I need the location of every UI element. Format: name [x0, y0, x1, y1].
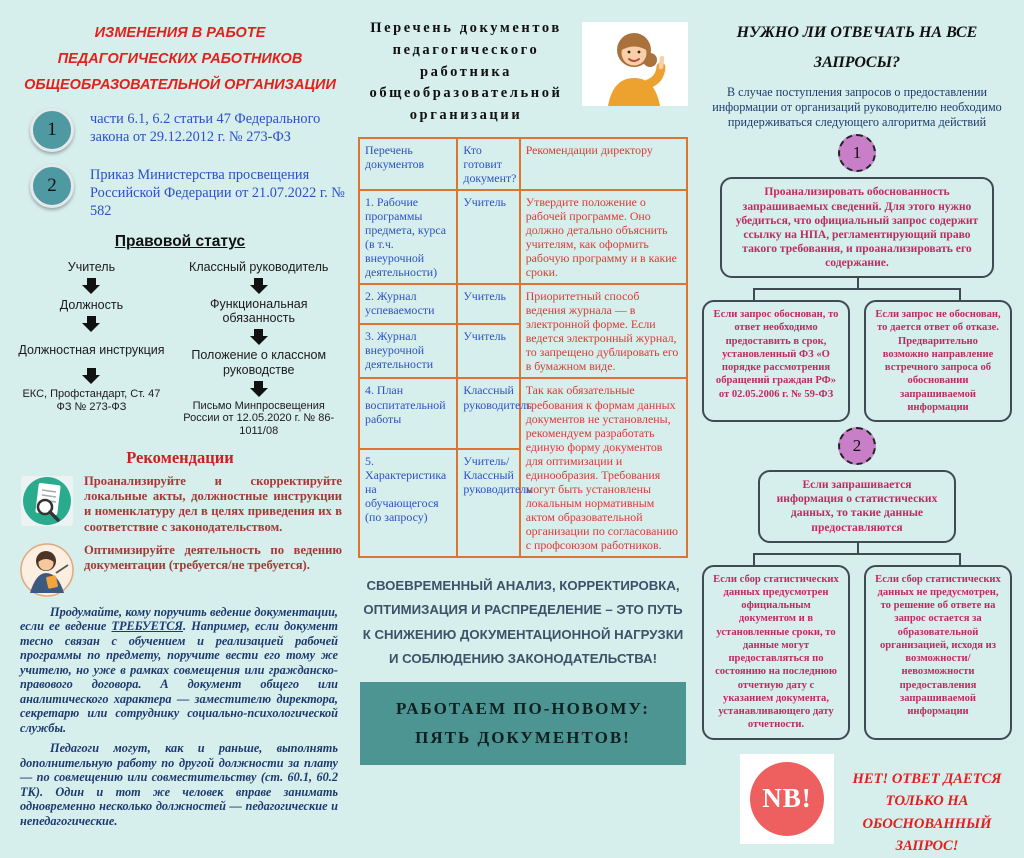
documents-list-title: Перечень документов педагогического работника общеобразовательной организации — [369, 20, 563, 123]
left-title — [18, 20, 342, 98]
cell-who: Учитель — [457, 324, 519, 378]
arrow-down-icon — [173, 278, 344, 294]
cell-who: Учитель — [457, 284, 519, 324]
step-1-branches — [700, 300, 1014, 422]
step-2-badge: 2 — [838, 427, 876, 465]
law-item-2-text: Приказ Министерства просвещения Российской Федерации от 21.07.2022 г. № 582 — [90, 167, 345, 219]
left-title-line1: ИЗМЕНЕНИЯ В РАБОТЕ — [94, 25, 266, 41]
legal-status-flowchart — [14, 259, 346, 438]
advice-paragraph-2: Педагоги могут, как и раньше, выполнять дополнительную работу по другой должности за плату — по совмещению или совместительству (ст. 60.1, 60.2 ТК). Один и тот же человек вправе занимать одновременно несколько должностей — педагогические и непедагогические. — [20, 741, 338, 828]
law-item-2 — [30, 164, 346, 221]
right-column — [700, 12, 1014, 855]
step-1-branch-left: Если запрос обоснован, то ответ необходимо предоставить в срок, установленный ФЗ «О порядке рассмотрения обращений граждан РФ» от 02.05.2006 г. № 59-ФЗ — [702, 300, 850, 422]
arrow-down-icon — [16, 368, 167, 384]
step-1-badge: 1 — [838, 134, 876, 172]
number-2-badge: 2 — [30, 164, 74, 208]
left-title-line2: ПЕДАГОГИЧЕСКИХ РАБОТНИКОВ — [57, 51, 303, 68]
arrow-down-icon — [173, 329, 344, 345]
flow-teacher-column — [16, 259, 167, 438]
branch-connector — [700, 278, 1014, 300]
nb-section — [706, 754, 1008, 858]
recommendation-item-1 — [20, 474, 342, 535]
flow-node: Учитель — [67, 259, 116, 274]
cell-doc: 2. Журнал успеваемости — [359, 284, 457, 324]
cell-who: Учитель/ Классный руководитель — [457, 449, 519, 557]
arrow-down-icon — [16, 316, 167, 332]
law-item-1-text: части 6.1, 6.2 статьи 47 Федерального закона от 29.12.2012 г. № 273-ФЗ — [90, 111, 321, 146]
header-recommendations: Рекомендации директору — [520, 138, 687, 190]
number-1-badge: 1 — [30, 108, 74, 152]
step-1-branch-right: Если запрос не обоснован, то дается ответ об отказе. Предварительно возможно направление встречного запроса об обосновании запрашиваемой информации — [864, 300, 1012, 422]
recommendations-heading: Рекомендации — [126, 447, 234, 467]
flow-class-leader-column — [173, 259, 344, 438]
middle-column — [358, 12, 688, 748]
table-header-row — [359, 138, 687, 190]
analysis-slogan: СВОЕВРЕМЕННЫЙ АНАЛИЗ, КОРРЕКТИРОВКА, ОПТИМИЗАЦИЯ И РАСПРЕДЕЛЕНИЕ – ЭТО ПУТЬ К СНИЖЕНИЮ ДОКУМЕНТАЦИОННОЙ НАГРУЗКИ И СОБЛЮДЕНИЮ ЗАКОНОДАТЕЛЬСТВА! — [362, 578, 684, 667]
table-row — [359, 284, 687, 324]
cell-doc: 4. План воспитательной работы — [359, 378, 457, 448]
step-1-box: Проанализировать обоснованность запрашиваемых сведений. Для этого нужно убедиться, что официальный запрос содержит ссылку на НПА, регламентирующий право такого требования, и проанализировать его содержание. — [720, 177, 994, 278]
recommendation-item-1-text: Проанализируйте и скорректируйте локальные акты, должностные инструкции и номенклатуру дел в целях приведения их в соответствие с законодательством. — [84, 473, 342, 534]
underlined-word: ТРЕБУЕТСЯ — [111, 619, 183, 634]
left-title-line3: ОБЩЕОБРАЗОВАТЕЛЬНОЙ ОРГАНИЗАЦИИ — [24, 77, 336, 94]
left-column — [14, 12, 346, 828]
five-documents-banner: РАБОТАЕМ ПО-НОВОМУ: ПЯТЬ ДОКУМЕНТОВ! — [360, 682, 686, 766]
cell-doc: 5. Характеристика на обучающегося (по запросу) — [359, 449, 457, 557]
header-who: Кто готовит документ? — [457, 138, 519, 190]
step-2-branch-right: Если сбор статистических данных не предусмотрен, то решение об ответе на запрос остается за образовательной организацией, исходя из возможности/невозможности предоставления запрашиваемой информации — [864, 565, 1012, 740]
header-documents: Перечень документов — [359, 138, 457, 190]
arrow-down-icon — [16, 278, 167, 294]
paragraph-text: Продумайте, кому поручить ведение документации, если ее ведение — [20, 604, 338, 634]
cell-rec: Приоритетный способ ведения журнала — в электронной форме. Если ведется электронный журнал, то запрещено дублировать его в бумажном виде. — [520, 284, 687, 378]
legal-status-heading: Правовой статус — [114, 232, 246, 250]
flow-node: Классный руководитель — [189, 259, 329, 274]
arrow-down-icon — [173, 381, 344, 397]
step-2-branch-left: Если сбор статистических данных предусмотрен официальным документом и в установленные сроки, то данные могут предоставляться по состоянию на последнюю отчетную дату с указанием документа, устанавливающего дату отчетности. — [702, 565, 850, 740]
flow-node: Должностная инструкция — [18, 342, 165, 357]
flow-note: ЕКС, Профстандарт, Ст. 47 ФЗ № 273-ФЗ — [22, 388, 161, 413]
requests-title: НУЖНО ЛИ ОТВЕЧАТЬ НА ВСЕ ЗАПРОСЫ? — [736, 24, 978, 72]
documents-table — [358, 137, 688, 558]
flow-node: Функциональная обязанность — [209, 296, 308, 326]
cell-rec: Так как обязательные требования к формам данных документов не установлены, рекомендуем разработать единую форму документов для оптимизации и единообразия. Требования могут быть установлены локальным нормативным актом образовательной организации по согласованию с профсоюзом работников. — [520, 378, 687, 557]
recommendation-item-2-text: Оптимизируйте деятельность по ведению документации (требуется/не требуется). — [84, 542, 342, 573]
cell-rec: Утвердите положение о рабочей программе. Оно должно детально объяснить учителям, как оформить рабочую программу и в какие сроки. — [520, 190, 687, 284]
cell-doc: 1. Рабочие программы предмета, курса (в т.ч. внеурочной деятельности) — [359, 190, 457, 284]
flow-node: Должность — [59, 297, 124, 312]
advice-paragraph-1 — [20, 605, 338, 736]
nb-badge-icon — [740, 754, 834, 844]
table-row — [359, 190, 687, 284]
nb-warning-text: НЕТ! ОТВЕТ ДАЕТСЯ ТОЛЬКО НА ОБОСНОВАННЫЙ ЗАПРОС! — [852, 770, 1002, 855]
cell-who: Учитель — [457, 190, 519, 284]
teacher-woman-icon — [20, 543, 74, 597]
cell-who: Классный руководитель — [457, 378, 519, 448]
nb-label: NB! — [750, 762, 824, 836]
step-2-branches — [700, 565, 1014, 740]
branch-connector — [700, 543, 1014, 565]
flow-note: Письмо Минпросвещения России от 12.05.2020 г. № 86-1011/08 — [183, 399, 335, 437]
document-magnifier-icon — [20, 474, 74, 528]
pointing-woman-icon — [582, 22, 688, 106]
flow-node: Положение о классном руководстве — [191, 348, 327, 377]
law-item-1 — [30, 108, 346, 152]
recommendation-item-2 — [20, 543, 342, 597]
middle-header — [358, 14, 688, 127]
paragraph-text: . Например, если документ тесно связан с обучением и реализацией рабочей программы по предмету, поручите вести его тому же учителю, но уже в рамках совмещения или гражданско-правового договора. А документ общего или аналитического характера — заместителю директора, секретарю или сотруднику социально-психологической службы. — [20, 619, 338, 735]
step-2-box: Если запрашивается информация о статистических данных, то такие данные предоставляются — [758, 470, 956, 543]
table-row — [359, 378, 687, 448]
cell-doc: 3. Журнал внеурочной деятельности — [359, 324, 457, 378]
requests-intro: В случае поступления запросов о предоставлении информации от организаций руководителю необходимо придерживаться следующего алгоритма действий — [712, 84, 1002, 129]
